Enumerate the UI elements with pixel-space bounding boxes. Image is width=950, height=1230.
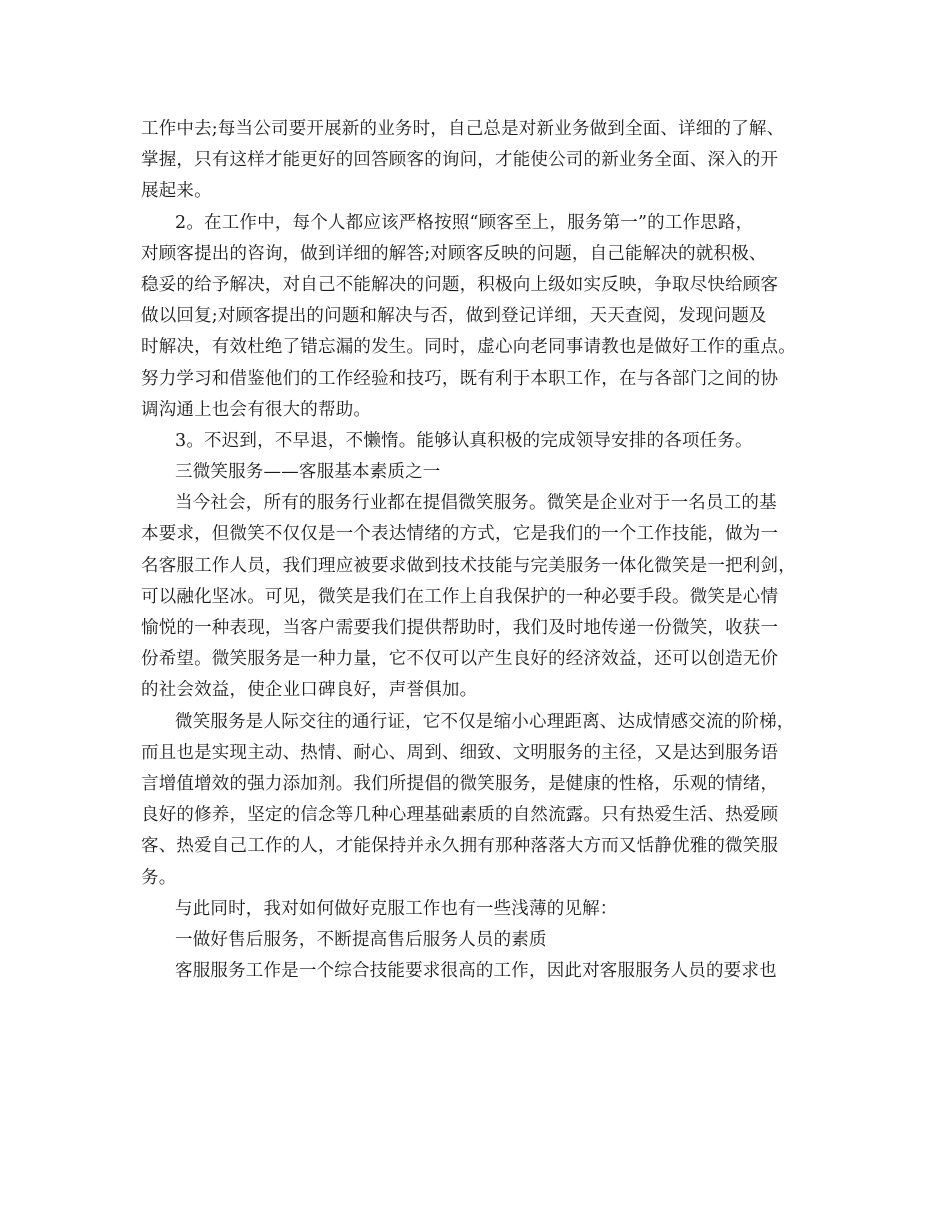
text-line: 可以融化坚冰。可见，微笑是我们在工作上自我保护的一种必要手段。微笑是心情 <box>141 586 779 607</box>
text-line: 时解决，有效杜绝了错忘漏的发生。同时，虚心向老同事请教也是做好工作的重点。 <box>141 337 796 358</box>
text-line: 调沟通上也会有很大的帮助。 <box>141 399 372 420</box>
text-line: 愉悦的一种表现，当客户需要我们提供帮助时，我们及时地传递一份微笑，收获一 <box>141 618 779 638</box>
text-line: 份希望。微笑服务是一种力量，它不仅可以产生良好的经济效益，还可以创造无价 <box>141 649 779 670</box>
text-line: 对顾客提出的咨询，做到详细的解答;对顾客反映的问题，自己能解决的就积极、 <box>141 243 767 264</box>
text-line: 努力学习和借鉴他们的工作经验和技巧，既有利于本职工作，在与各部门之间的协 <box>141 368 779 389</box>
text-line: 客服服务工作是一个综合技能要求很高的工作，因此对客服服务人员的要求也 <box>175 961 777 982</box>
text-line: 微笑服务是人际交往的通行证，它不仅是缩小心理距离、达成情感交流的阶梯， <box>175 711 795 732</box>
text-line: 工作中去;每当公司要开展新的业务时，自己总是对新业务做到全面、详细的了解、 <box>141 119 785 139</box>
text-line: 当今社会，所有的服务行业都在提倡微笑服务。微笑是企业对于一名员工的基 <box>175 493 777 514</box>
text-line: 的社会效益，使企业口碑良好，声誉俱加。 <box>141 680 478 701</box>
text-line: 与此同时，我对如何做好克服工作也有一些浅薄的见解： <box>175 898 618 919</box>
text-line: 而且也是实现主动、热情、耐心、周到、细致、文明服务的主径，又是达到服务语 <box>141 742 779 763</box>
text-line: 本要求，但微笑不仅仅是一个表达情绪的方式，它是我们的一个工作技能，做为一 <box>141 524 779 545</box>
text-line: 2。在工作中，每个人都应该严格按照“顾客至上，服务第一”的工作思路， <box>175 212 754 233</box>
text-line: 稳妥的给予解决，对自己不能解决的问题，积极向上级如实反映，争取尽快给顾客 <box>141 274 779 295</box>
text-line: 三微笑服务——客服基本素质之一 <box>175 462 441 483</box>
text-line: 客、热爱自己工作的人，才能保持并永久拥有那种落落大方而又恬静优雅的微笑服 <box>141 836 779 857</box>
text-line: 展起来。 <box>141 181 212 202</box>
text-line: 3。不迟到，不早退，不懒惰。能够认真积极的完成领导安排的各项任务。 <box>175 430 753 451</box>
document-body <box>141 114 813 987</box>
text-line: 言增值增效的强力添加剂。我们所提倡的微笑服务，是健康的性格，乐观的情绪， <box>141 773 779 794</box>
text-line: 名客服工作人员，我们理应被要求做到技术技能与完美服务一体化微笑是一把利剑， <box>141 555 796 576</box>
text-line: 一做好售后服务，不断提高售后服务人员的素质 <box>175 929 547 950</box>
text-line: 掌握，只有这样才能更好的回答顾客的询问，才能使公司的新业务全面、深入的开 <box>141 150 779 171</box>
text-line: 做以回复;对顾客提出的问题和解决与否，做到登记详细，天天查阅，发现问题及 <box>141 306 767 327</box>
text-line: 良好的修养，坚定的信念等几种心理基础素质的自然流露。只有热爱生活、热爱顾 <box>141 805 779 826</box>
text-line: 务。 <box>141 867 177 888</box>
